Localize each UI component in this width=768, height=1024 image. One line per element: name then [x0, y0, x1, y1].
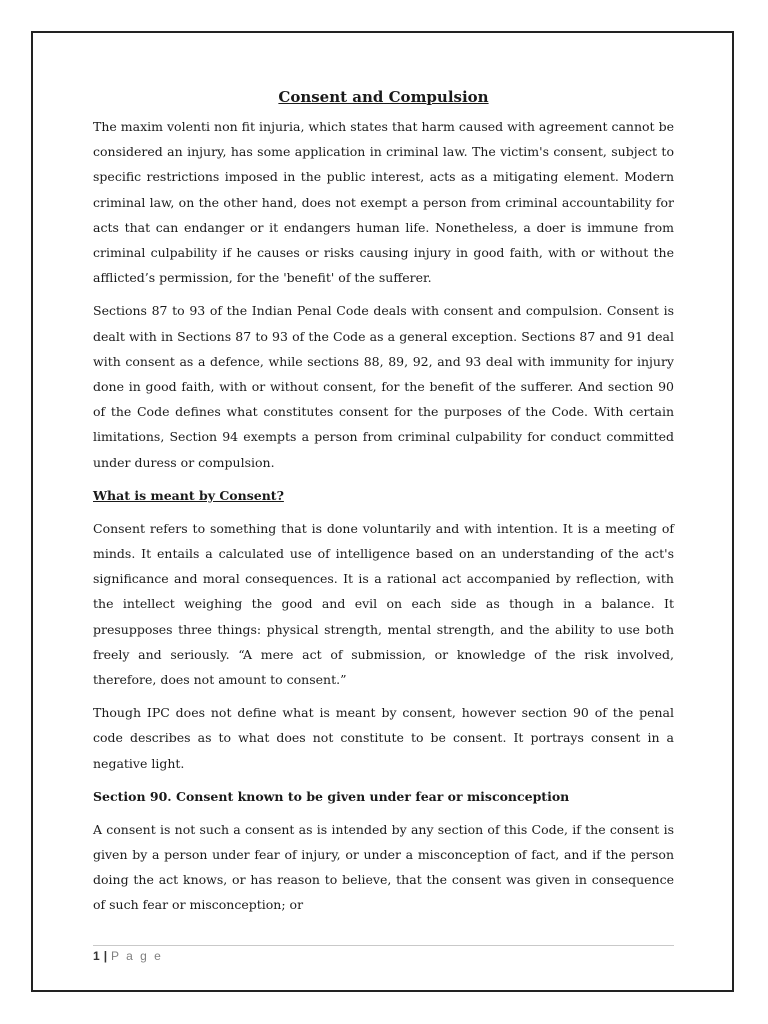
intro-paragraph-2: Sections 87 to 93 of the Indian Penal Code deals with consent and compulsion. Consent is dealt with in Sections 87 to 93 of the Code as a general exception. Sections 87 and 91 deal with consent as a defence, while sections 88, 89, 92, and 93 deal with immunity for injury done in good faith, with or without consent, for the benefit of the sufferer. And section 90 of the Code defines what constitutes consent for the purposes of the Code. With certain limitations, Section 94 exempts a person from criminal culpability for conduct committed under duress or compulsion. — [93, 303, 674, 470]
document-body — [93, 84, 674, 926]
heading-section-90: Section 90. Consent known to be given under fear or misconception — [93, 788, 570, 804]
section-90-paragraph: A consent is not such a consent as is intended by any section of this Code, if the consent is given by a person under fear of injury, or under a misconception of fact, and if the person doing the act knows, or has reason to believe, that the consent was given in consequence of such fear or misconception; or — [93, 821, 674, 913]
page-label: P a g e — [111, 949, 163, 963]
page-number: 1 — [93, 949, 100, 963]
consent-paragraph-2: Though IPC does not define what is meant by consent, however section 90 of the penal code describes as to what does not constitute to be consent. It portrays consent in a negative light. — [93, 705, 674, 771]
footer-separator: | — [103, 949, 108, 963]
intro-paragraph-1: The maxim volenti non fit injuria, which states that harm caused with agreement cannot be considered an injury, has some application in criminal law. The victim's consent, subject to specific restrictions imposed in the public interest, acts as a mitigating element. Modern criminal law, on the other hand, does not exempt a person from criminal accountability for acts that can endanger or it endangers human life. Nonetheless, a doer is immune from criminal culpability if he causes or risks causing injury in good faith, with or without the afflicted’s permission, for the 'benefit' of the sufferer. — [93, 119, 674, 286]
page-footer — [93, 948, 163, 964]
consent-paragraph-1: Consent refers to something that is done voluntarily and with intention. It is a meeting of minds. It entails a calculated use of intelligence based on an understanding of the act's significance and moral consequences. It is a rational act accompanied by reflection, with the intellect weighing the good and evil on each side as though in a balance. It presupposes three things: physical strength, mental strength, and the ability to use both freely and seriously. “A mere act of submission, or knowledge of the risk involved, therefore, does not amount to consent.” — [93, 520, 674, 688]
footer-divider — [93, 945, 674, 946]
heading-what-is-consent: What is meant by Consent? — [93, 487, 284, 503]
document-title: Consent and Compulsion — [278, 88, 489, 106]
